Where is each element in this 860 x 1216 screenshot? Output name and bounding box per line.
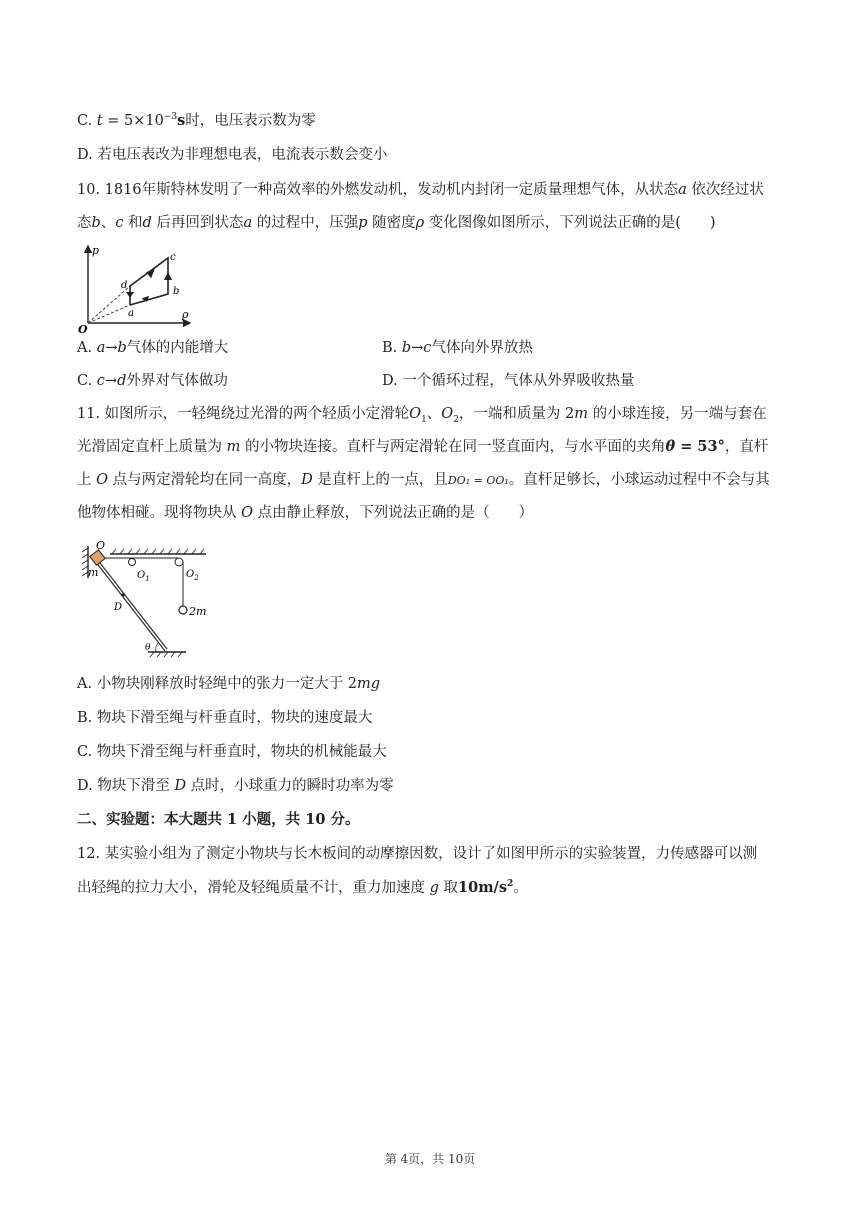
q10-label-a: a [128, 308, 134, 319]
q10-option-b: B. b→c气体向外界放热 [382, 340, 533, 356]
q11-label-o: O [96, 539, 106, 552]
q11-block-m [90, 550, 105, 565]
q11-stem-line4: 他物体相碰。现将物块从 O 点由静止释放，下列说法正确的是（ ） [77, 505, 534, 521]
q11-label-2m: 2m [189, 605, 207, 618]
q10-label-c: c [170, 252, 176, 263]
q11-label-theta: θ [145, 643, 151, 653]
q10-stem-line1: 10. 1816年斯特林发明了一种高效率的外燃发动机，发动机内封闭一定质量理想气体，从状态a 依次经过状 [77, 182, 764, 198]
q10-option-a: A. a→b气体的内能增大 [77, 340, 229, 356]
q10-oa-line [88, 305, 130, 323]
q11-option-b: B. 物块下滑至绳与杆垂直时，物块的速度最大 [77, 710, 373, 726]
q10-label-p: p [92, 244, 100, 257]
q10-label-rho: ρ [182, 308, 189, 321]
q11-stem-line1: 11. 如图所示，一轻绳绕过光滑的两个轻质小定滑轮$O_1$、$O_2$，一端和质量为 2m 的小球连接，另一端与套在 [77, 406, 767, 425]
q11-point-d [121, 593, 124, 596]
q11-option-d: D. 物块下滑至 D 点时，小球重力的瞬时功率为零 [77, 778, 394, 794]
q11-stem-line3: 上 O 点与两定滑轮均在同一高度，D 是直杆上的一点，且DO₁ = OO₁。直杆足够长，小球运动过程中不会与其 [77, 472, 770, 488]
q11-pulley-figure [82, 538, 222, 663]
q11-stem-line2: 光滑固定直杆上质量为 m 的小物块连接。直杆与两定滑轮在同一竖直面内，与水平面的夹角θ = 53°，直杆 [77, 438, 769, 455]
q11-label-o2: $O_2$ [186, 569, 199, 582]
q11-pulley-o2 [175, 558, 183, 566]
q10-arrow-bc [164, 272, 172, 280]
q10-option-d: D. 一个循环过程，气体从外界吸收热量 [382, 373, 635, 389]
q9-option-d: D. 若电压表改为非理想电表，电流表示数会变小 [77, 147, 388, 163]
q10-option-c: C. c→d外界对气体做功 [77, 373, 228, 389]
q11-label-m: m [88, 566, 99, 579]
q10-label-o: O [78, 323, 88, 335]
q10-label-d: d [121, 280, 128, 291]
q12-stem-line1: 12. 某实验小组为了测定小物块与长木板间的动摩擦因数，设计了如图甲所示的实验装置，力传感器可以测 [77, 846, 758, 862]
page-footer: 第 4页，共 10页 [384, 1152, 476, 1166]
q11-pulley-o1 [129, 559, 136, 566]
q11-option-c: C. 物块下滑至绳与杆垂直时，物块的机械能最大 [77, 744, 387, 760]
q11-option-a: A. 小物块刚释放时轻绳中的张力一定大于 2mg [77, 676, 381, 692]
q9-option-c: C. $t = 5\times 10^{-3}s$时，电压表示数为零 [77, 112, 316, 129]
q10-cycle-path [130, 258, 168, 305]
q10-stem-line2: 态b、c 和d 后再回到状态a 的过程中，压强p 随密度ρ 变化图像如图所示，下列说法正确的是( ) [77, 215, 716, 231]
q10-od-line [88, 286, 130, 323]
q11-ball-2m [179, 606, 187, 614]
q10-arrow-da [126, 292, 134, 298]
section-heading-experiment: 二、实验题：本大题共 1 小题，共 10 分。 [77, 811, 360, 828]
q11-label-d: D [114, 602, 123, 613]
q10-label-b: b [173, 286, 180, 297]
q12-stem-line2: 出轻绳的拉力大小，滑轮及轻绳质量不计，重力加速度 g 取$10m/s^2$。 [77, 879, 528, 896]
q11-label-o1: $O_1$ [137, 570, 150, 583]
q10-pressure-density-figure [76, 240, 196, 335]
